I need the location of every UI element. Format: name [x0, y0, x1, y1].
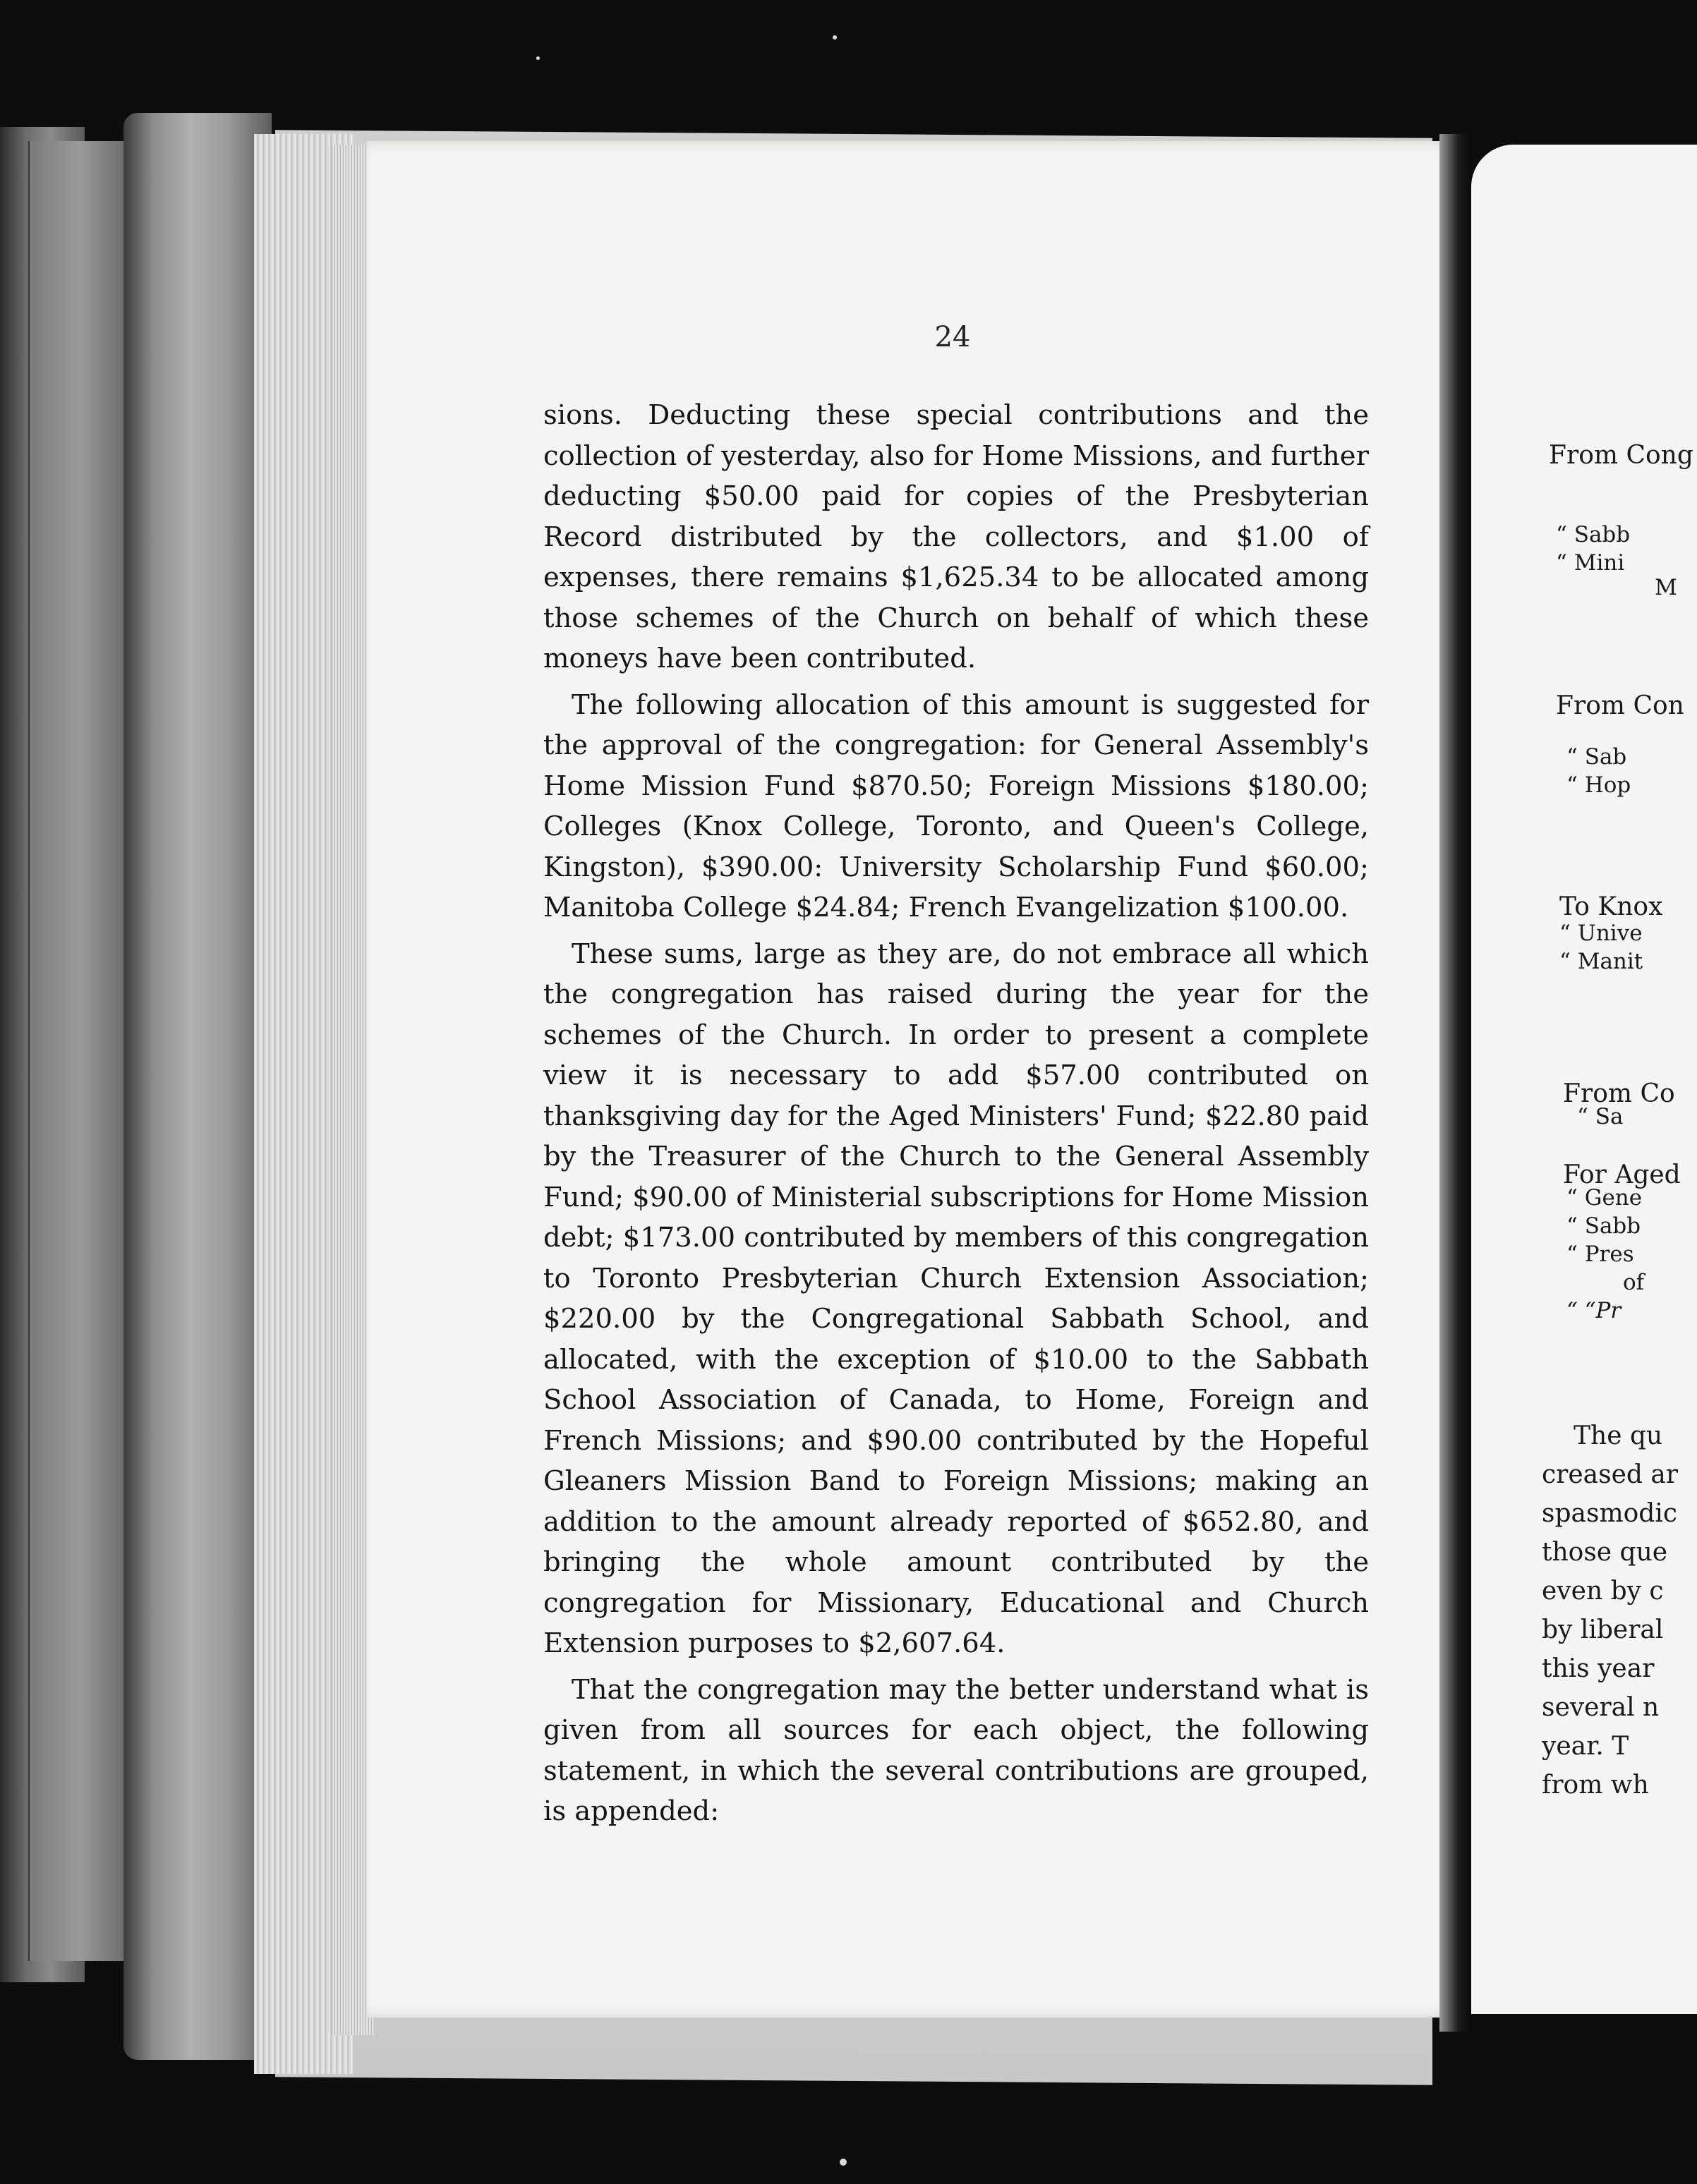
dust-speck	[840, 2159, 847, 2166]
right-line: M	[1655, 575, 1677, 600]
right-line: “ Sab	[1566, 744, 1627, 770]
right-line: “ Sa	[1577, 1104, 1624, 1129]
dust-speck	[833, 35, 837, 40]
right-line: those que	[1542, 1538, 1668, 1567]
right-line: even by c	[1542, 1577, 1664, 1606]
book-gutter	[1439, 134, 1471, 2032]
right-line: “ Pres	[1566, 1242, 1634, 1267]
right-line: “ “Pr	[1566, 1298, 1621, 1323]
paragraph-3: These sums, large as they are, do not embrace all which the congregation has raised during the year for the schemes of the Church. In order to present a complete view it is necessary to add $57.00 contributed on thanksgiving day for the Aged Ministers' Fund; $22.80 paid by the Treasurer of the Church to the General Assembly Fund; $90.00 of Ministerial subscriptions for Home Mission debt; $173.00 contributed by members of this congregation to Toronto Presbyterian Church Extension Association; $220.00 by the Congregational Sabbath School, and allocated, with the exception of $10.00 to the Sabbath School Association of Canada, to Home, Foreign and French Missions; and $90.00 contributed by the Hopeful Gleaners Mission Band to Foreign Missions; making an addition to the amount already reported of $652.80, and bringing the whole amount contributed by the congregation for Missionary, Educational and Church Extension purposes to $2,607.64.	[543, 938, 1369, 1659]
right-line: From Cong	[1549, 441, 1693, 470]
right-page-partial	[1471, 145, 1697, 2014]
right-line: “ Mini	[1556, 550, 1625, 576]
page-body-text	[543, 395, 1369, 1838]
right-line: from wh	[1542, 1771, 1649, 1800]
paragraph-2: The following allocation of this amount is suggested for the approval of the congregation: for General Assembly's Home Mission Fund $870.50; Foreign Missions $180.00; Colleges (Knox College, Toronto, and Queen's College, Kingston), $390.00: University Scholarship Fund $60.00; Manitoba College $24.84; French Evangelization $100.00.	[543, 688, 1369, 923]
right-line: “ Hop	[1566, 772, 1631, 798]
book-edge-left-inner	[28, 141, 128, 1961]
right-line: “ Gene	[1566, 1185, 1643, 1211]
right-line: spasmodic	[1542, 1499, 1677, 1528]
right-line: this year	[1542, 1654, 1655, 1683]
right-line: “ Sabb	[1556, 522, 1631, 547]
right-line: creased ar	[1542, 1460, 1679, 1489]
paragraph-1: sions. Deducting these special contributions and the collection of yesterday, also for Home Missions, and further deducting $50.00 paid for copies of the Presbyterian Record distributed by the collectors, and $1.00 of expenses, there remains $1,625.34 to be allocated among those schemes of the Church on behalf of which these moneys have been contributed.	[543, 399, 1369, 674]
right-line: From Con	[1556, 691, 1684, 720]
right-line: To Knox	[1559, 892, 1663, 921]
right-line: several n	[1542, 1693, 1660, 1722]
right-line: year. T	[1542, 1732, 1629, 1761]
right-line: The qu	[1574, 1421, 1663, 1450]
right-line: “ Unive	[1559, 921, 1643, 946]
page-number: 24	[934, 321, 971, 353]
right-line: “ Manit	[1559, 949, 1643, 974]
right-line: For Aged	[1563, 1160, 1681, 1189]
book-cover-edge	[123, 113, 272, 2060]
right-line: of	[1623, 1270, 1645, 1295]
dust-speck	[536, 56, 540, 60]
right-line: From Co	[1563, 1079, 1675, 1108]
right-line: by liberal	[1542, 1615, 1664, 1644]
right-line: “ Sabb	[1566, 1213, 1641, 1239]
paragraph-4: That the congregation may the better understand what is given from all sources for each object, the following statement, in which the several contributions are grouped, is appended:	[543, 1673, 1369, 1827]
